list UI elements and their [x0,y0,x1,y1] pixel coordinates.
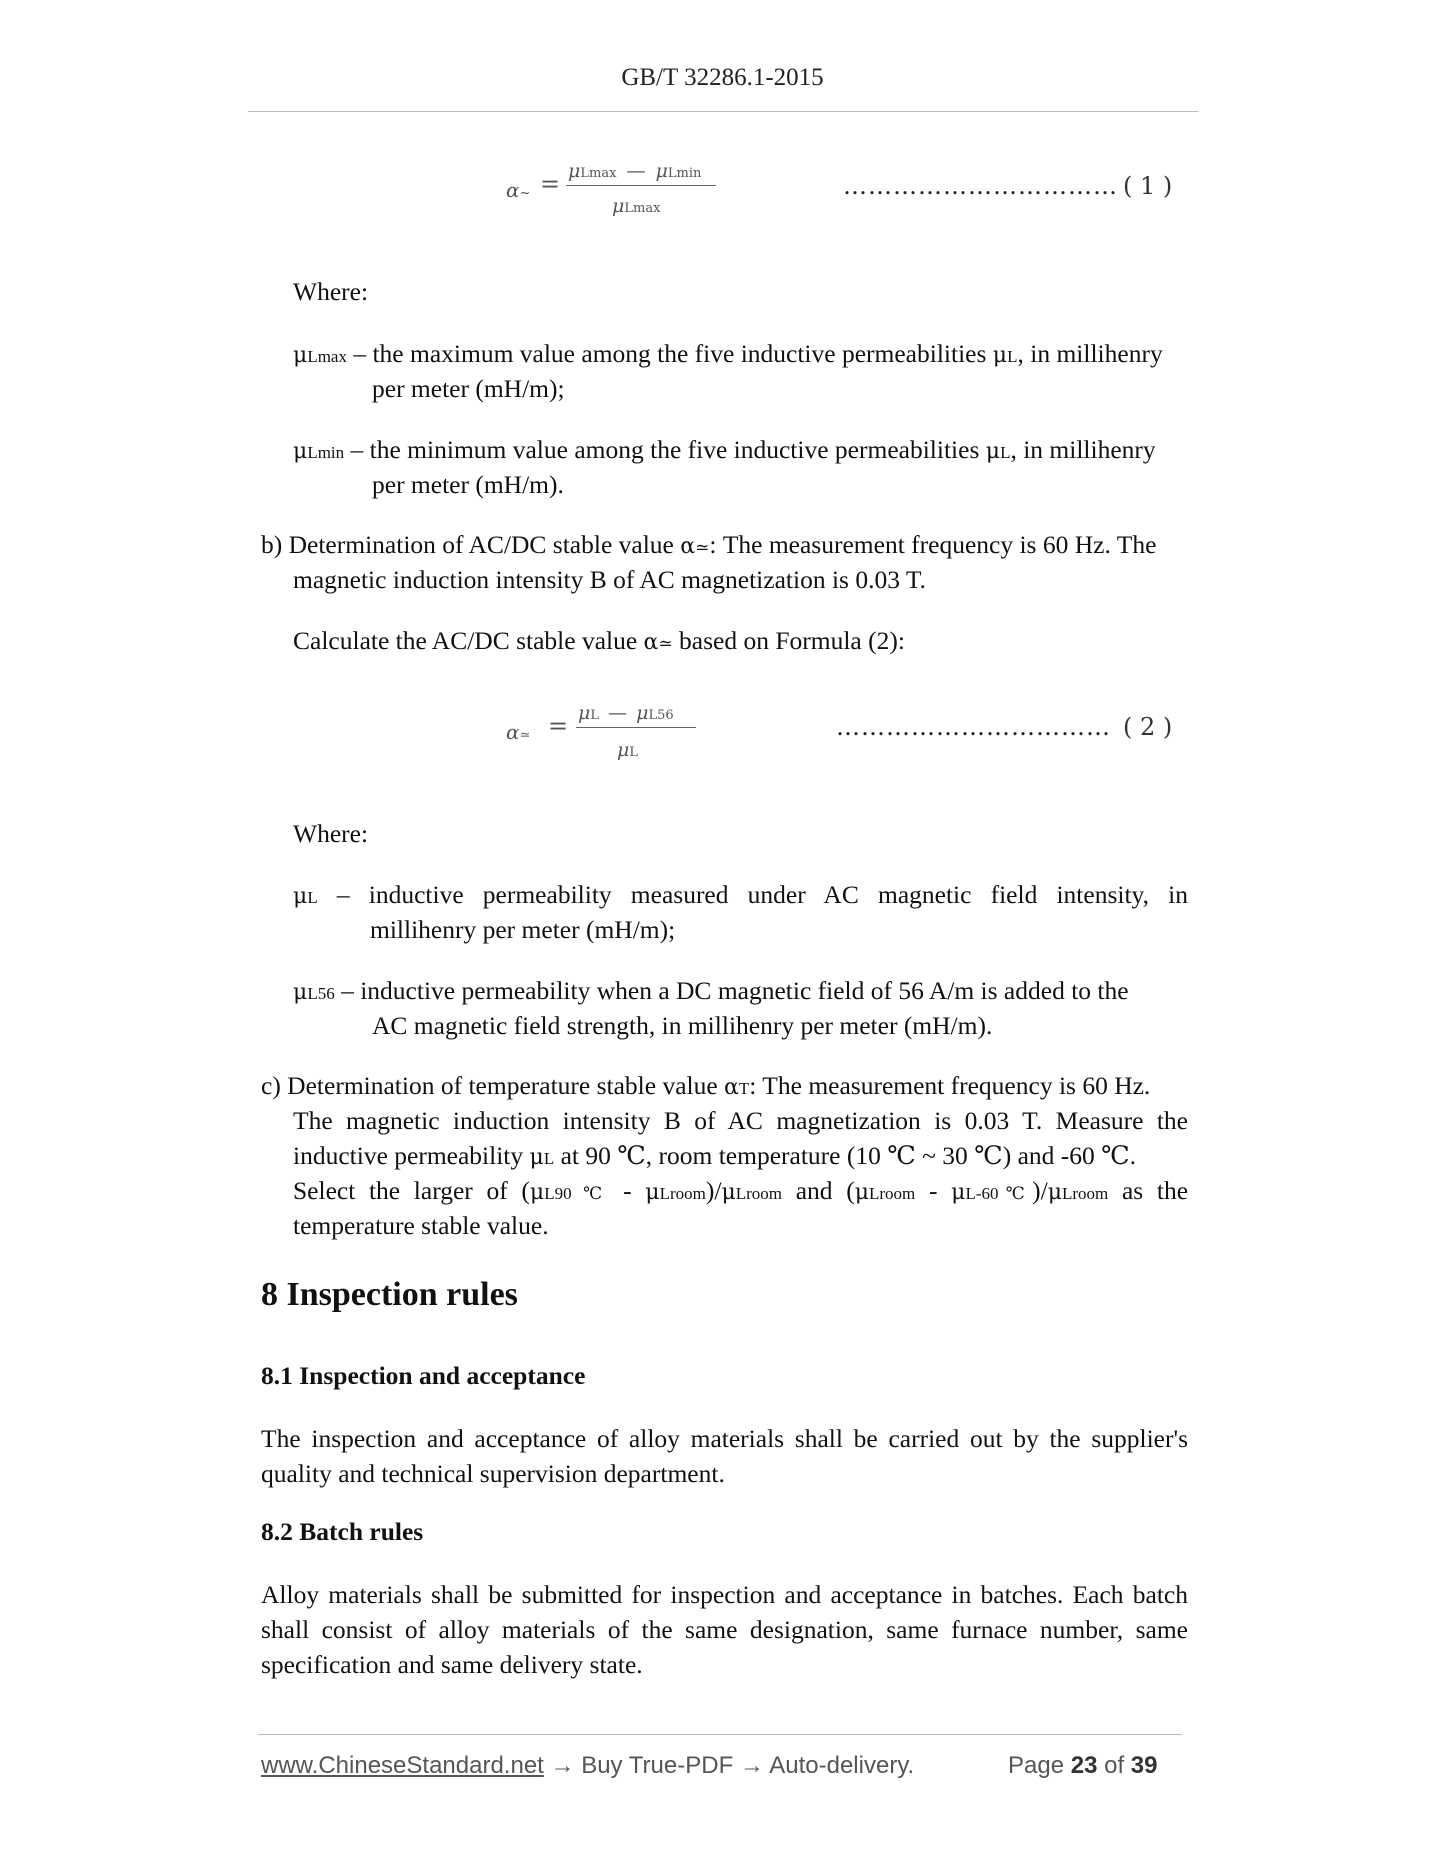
item-b-line-2: magnetic induction intensity B of AC magnetization is 0.03 T. [293,565,926,594]
formula-2-fraction-bar [576,727,696,728]
formula-2-number: ( 2 ) [1123,713,1173,741]
formula-1 [500,160,740,230]
definition-text: , in millihenry [1010,435,1156,464]
item-c-text: Select the larger of ( [293,1176,530,1205]
symbol-subscript: Lroom [869,1184,916,1203]
header-divider [248,111,1198,112]
formula-1-lhs-sub: ~ [519,186,531,201]
formula-1-minus: — [626,160,646,182]
item-c-text: - [609,1176,646,1205]
definition-text: – the minimum value among the five inductive permeabilities [350,435,986,464]
formula-1-num-a: μ [568,160,581,182]
mu-symbol: μ [293,439,308,464]
definition-text: – inductive permeability measured under AC magnetic field intensity, in [336,880,1188,909]
symbol-subscript: T [738,1079,750,1098]
symbol-subscript: L [1000,443,1011,462]
symbol-subscript: L [543,1149,555,1168]
item-c-text: )/ [1032,1176,1048,1205]
formula-1-num-b: μ [655,160,668,182]
arrow-right-icon: → [543,1752,582,1779]
symbol-subscript: ≃ [695,538,710,557]
formula-2-leader-dots: …………………………… [836,713,1111,741]
item-c-line-4 [293,1173,1188,1208]
formula-1-lhs: α [506,178,520,202]
where1-item-lmax [293,336,1188,374]
where2-item-l56 [293,973,1188,1011]
mu-symbol: μ [992,343,1008,368]
formula-2-minus: — [608,702,628,724]
formula-1-num-a-sub: Lmax [580,166,617,181]
formula-2-num-a-sub: L [590,708,599,723]
where2-item-l [293,877,1188,912]
mu-symbol: μ [854,1180,870,1205]
symbol-subscript: L90 ℃ [544,1184,610,1203]
alpha-symbol: α [724,1075,739,1100]
formula-1-den: μ [612,195,625,217]
item-b-text: b) Determination of AC/DC stable value [261,530,681,559]
item-c-text: )/ [705,1176,722,1205]
auto-delivery-text: Auto-delivery. [769,1752,915,1779]
calc-text: Calculate the AC/DC stable value [293,626,644,655]
item-b-text: : The measurement frequency is 60 Hz. The [709,530,1157,559]
formula-2-lhs-sub: ≃ [519,728,531,743]
page-label: Page [1008,1752,1065,1779]
formula-2-num-b-sub: L56 [648,708,674,723]
formula-2-num-b: μ [636,702,649,724]
symbol-subscript: Lroom [1062,1184,1109,1203]
symbol-subscript: L-60℃ [965,1184,1033,1203]
chinesestandard-link[interactable]: www.ChineseStandard.net [261,1752,544,1779]
item-c-text: and ( [782,1176,855,1205]
mu-symbol: μ [985,439,1001,464]
symbol-subscript: L [307,888,318,907]
formula-2-lhs: α [506,720,520,744]
symbol-subscript: ≃ [658,634,673,653]
symbol-subscript: L [1007,347,1018,366]
mu-symbol: μ [293,343,308,368]
formula-1-fraction-bar [566,185,716,186]
formula-2 [500,702,720,772]
mu-symbol: μ [293,884,308,909]
definition-text: – inductive permeability when a DC magnetic field of 56 A/m is added to the [341,976,1129,1005]
formula-2-num-a: μ [578,702,591,724]
section-8-2-line-2: shall consist of alloy materials of the same designation, same furnace number, same [261,1615,1188,1644]
section-8-2-line-1: Alloy materials shall be submitted for inspection and acceptance in batches. Each batch [261,1580,1188,1609]
formula-1-leader-dots: …………………………… [843,172,1118,200]
alpha-symbol: α [643,630,659,655]
where1-item-lmin [293,432,1188,470]
mu-symbol: μ [1047,1180,1062,1205]
item-c-line-3 [293,1138,1136,1176]
symbol-subscript: Lmax [307,347,347,366]
where1-item-lmin-cont: per meter (mH/m). [372,470,564,499]
mu-symbol: μ [529,1145,544,1170]
item-b-calc-line [293,623,905,661]
item-c-line-5: temperature stable value. [293,1211,549,1240]
item-c-text: - [915,1176,952,1205]
item-c-text: inductive permeability [293,1141,530,1170]
page-indicator [1008,1752,1158,1780]
definition-text: – the maximum value among the five inductive permeabilities [353,339,993,368]
formula-2-den: μ [617,739,630,761]
footer-promo [261,1752,914,1780]
section-8-1-line-1: The inspection and acceptance of alloy materials shall be carried out by the supplier's [261,1424,1188,1453]
item-c-line-2: The magnetic induction intensity B of AC magnetization is 0.03 T. Measure the [293,1106,1188,1135]
page-number: 23 [1070,1752,1098,1779]
formula-1-den-sub: Lmax [624,201,661,216]
where2-item-l-cont: millihenry per meter (mH/m); [370,915,676,944]
footer-divider [258,1734,1182,1735]
page-total: 39 [1130,1752,1158,1779]
where2-item-l56-cont: AC magnetic field strength, in millihenry per meter (mH/m). [372,1011,993,1040]
standard-code-header: GB/T 32286.1-2015 [621,64,824,91]
formula-1-number: ( 1 ) [1123,172,1173,200]
symbol-subscript: Lmin [307,443,345,462]
arrow-right-icon: → [733,1752,770,1779]
alpha-symbol: α [680,534,696,559]
section-8-title: 8 Inspection rules [261,1276,518,1313]
item-c-text: : The measurement frequency is 60 Hz. [749,1071,1151,1100]
definition-text: , in millihenry [1017,339,1163,368]
item-c-text: c) Determination of temperature stable value [261,1071,725,1100]
mu-symbol: μ [645,1180,660,1205]
symbol-subscript: Lroom [659,1184,706,1203]
where1-item-lmax-cont: per meter (mH/m); [372,374,565,403]
symbol-subscript: Lroom [735,1184,783,1203]
symbol-subscript: L56 [307,984,335,1003]
mu-symbol: μ [293,980,308,1005]
buy-true-pdf-text: Buy True-PDF [581,1752,734,1779]
formula-2-den-sub: L [629,745,638,760]
section-8-2-title: 8.2 Batch rules [261,1517,424,1546]
item-c-line-1 [261,1068,1150,1106]
where-label-1: Where: [293,277,369,306]
section-8-1-line-2: quality and technical supervision department. [261,1459,725,1488]
mu-symbol: μ [951,1180,966,1205]
formula-1-equals: = [540,170,561,198]
section-8-1-title: 8.1 Inspection and acceptance [261,1361,586,1390]
item-c-text: as the [1108,1176,1188,1205]
calc-text: based on Formula (2): [672,626,905,655]
formula-2-equals: = [548,712,569,740]
formula-1-num-b-sub: Lmin [667,166,702,181]
item-b-line-1 [261,527,1156,565]
mu-symbol: μ [529,1180,545,1205]
of-label: of [1104,1752,1125,1779]
where-label-2: Where: [293,819,369,848]
item-c-text: at 90 ℃, room temperature (10 ℃ ~ 30 ℃) and -60 ℃. [554,1141,1137,1170]
mu-symbol: μ [721,1180,736,1205]
section-8-2-line-3: specification and same delivery state. [261,1650,643,1679]
